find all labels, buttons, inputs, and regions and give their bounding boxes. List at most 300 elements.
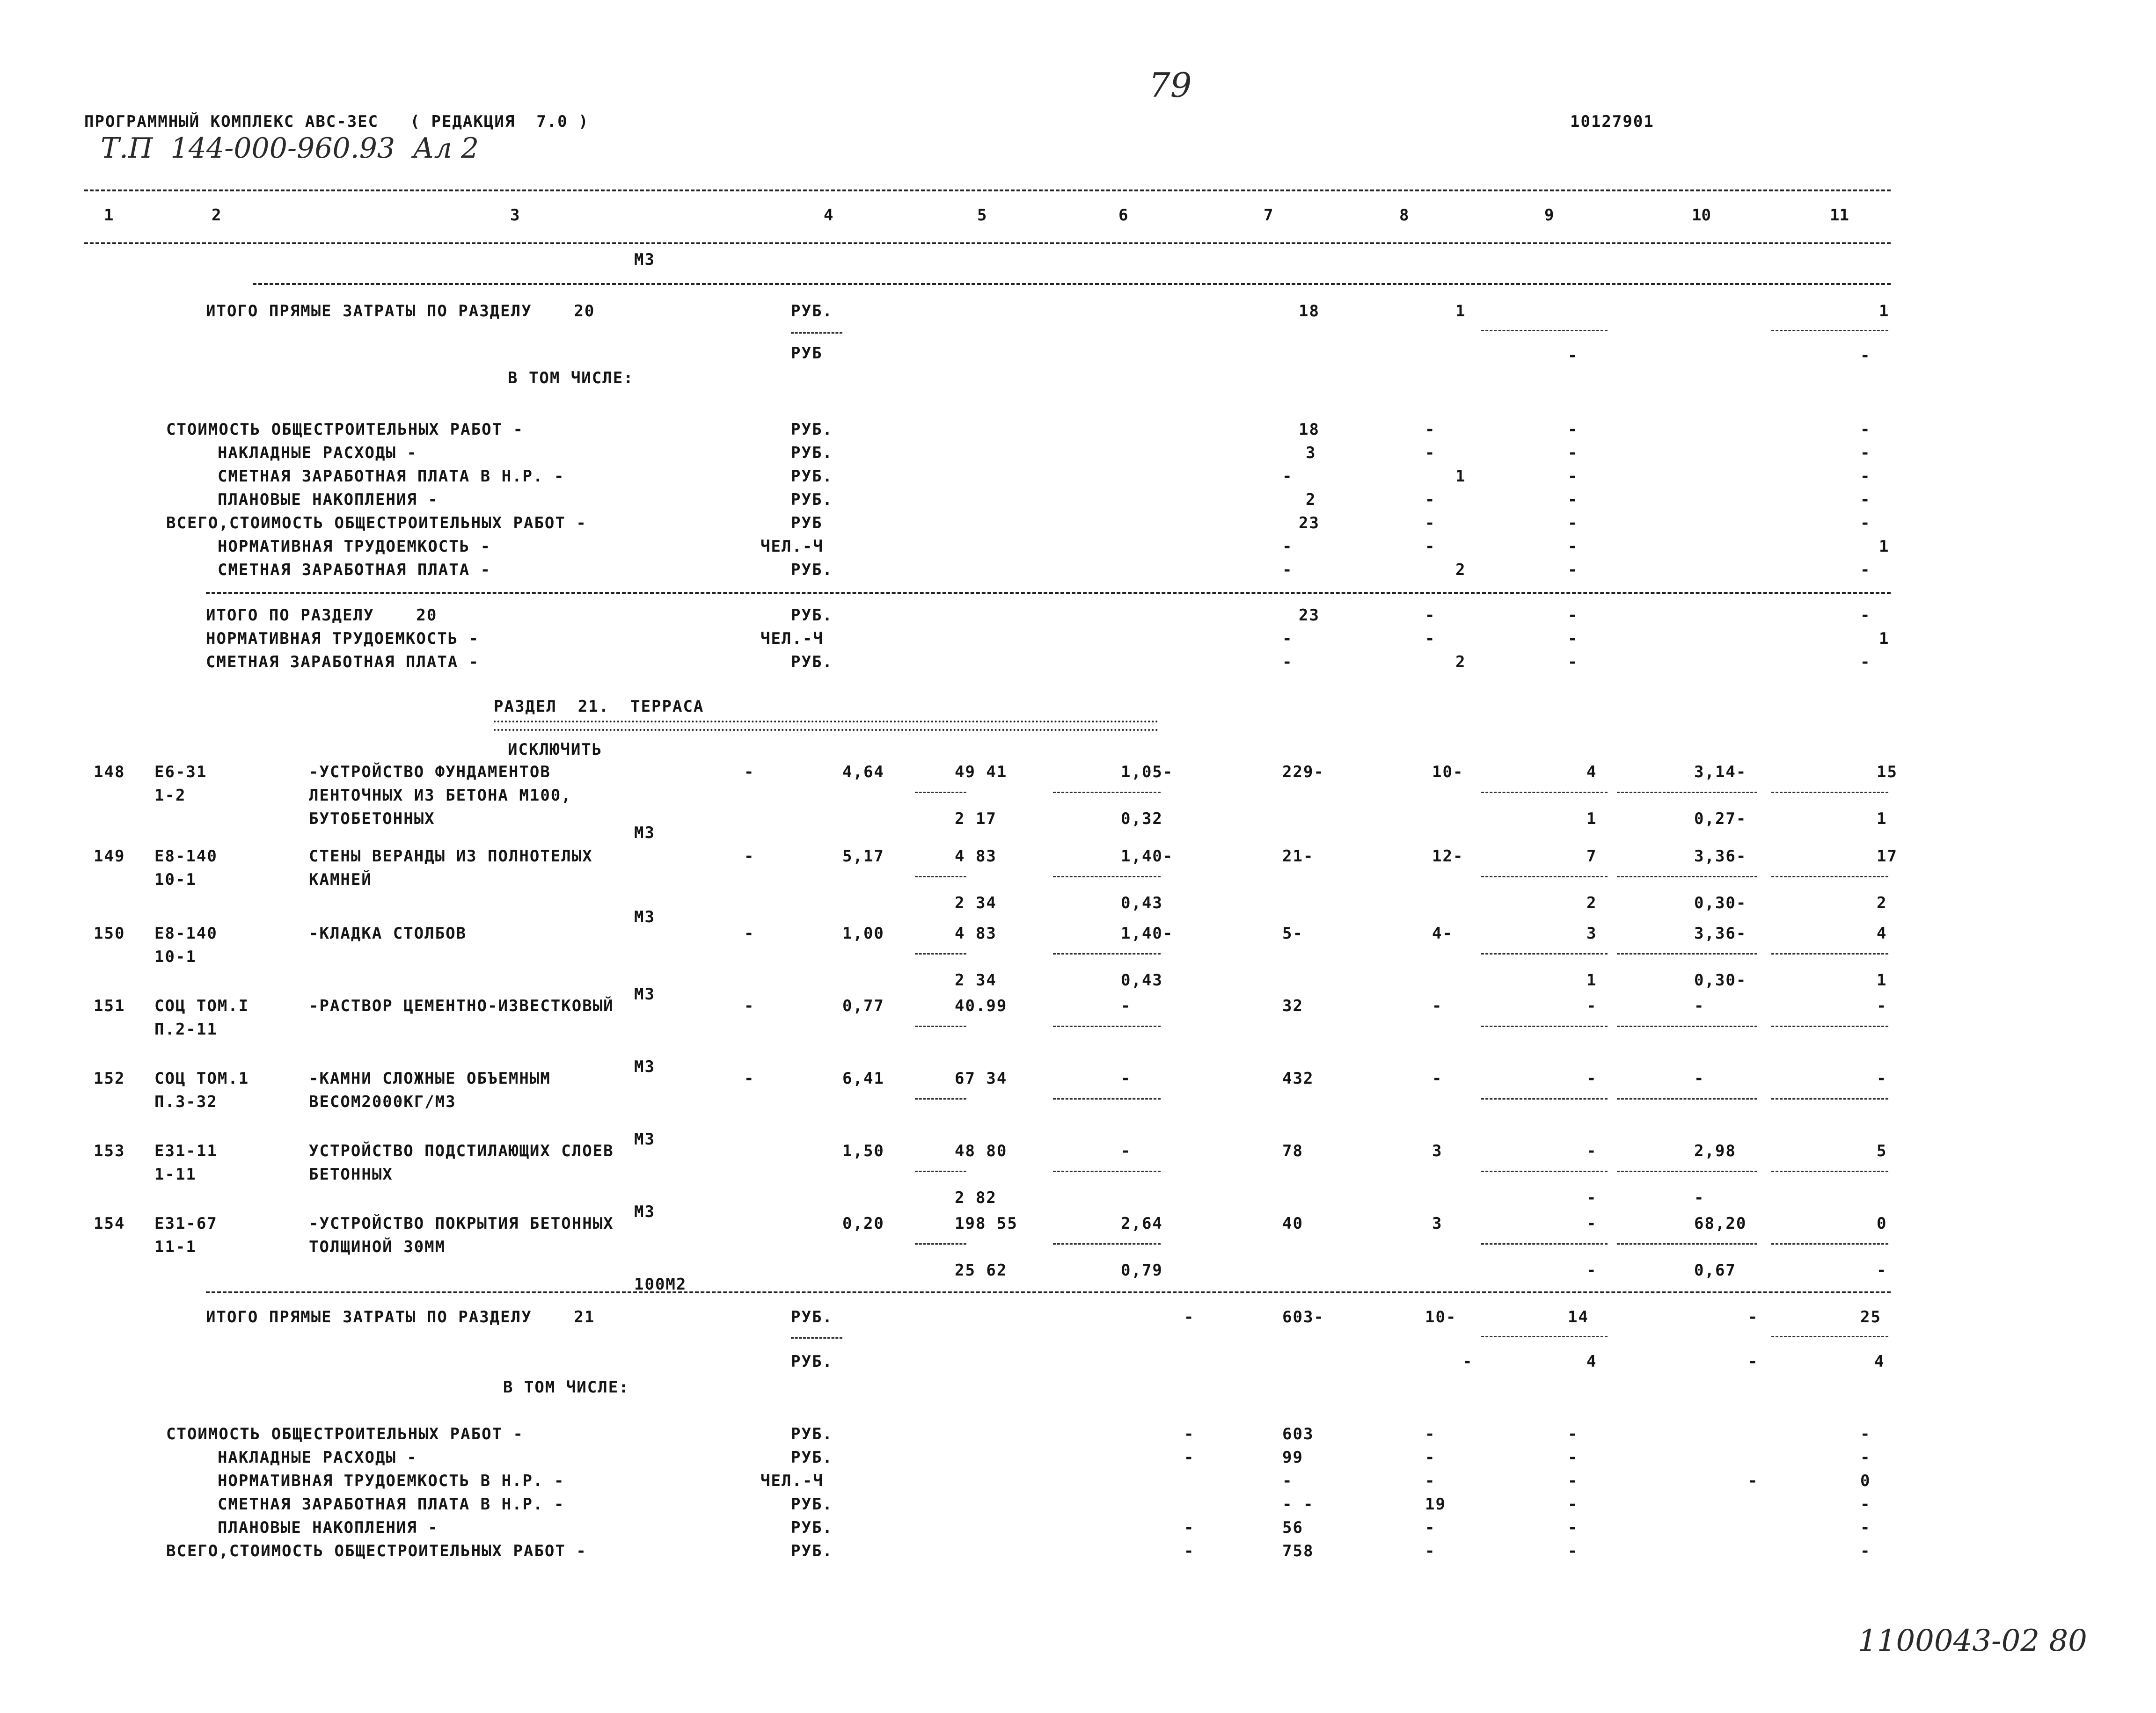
- row-unit: РУБ.: [791, 490, 833, 509]
- row-c8: -: [1425, 420, 1436, 439]
- item-price: 198 55: [955, 1214, 1018, 1233]
- row-label: СМЕТНАЯ ЗАРАБОТНАЯ ПЛАТА В Н.Р. -: [197, 1495, 565, 1514]
- item-price: 48 80: [955, 1142, 1008, 1160]
- row-c9: -: [1568, 1448, 1579, 1467]
- item-c9: 7: [1586, 847, 1597, 866]
- sec21-direct-rule: [206, 1291, 1891, 1293]
- row-unit: РУБ.: [791, 420, 833, 439]
- row-c9: -: [1568, 561, 1579, 579]
- row-unit: РУБ.: [791, 1425, 833, 1443]
- row-c8: -: [1425, 1425, 1436, 1443]
- row-unit: РУБ.: [791, 1518, 833, 1537]
- row-label: НОРМАТИВНАЯ ТРУДОЕМКОСТЬ В Н.Р. -: [197, 1472, 565, 1490]
- item-c6-sep: [1053, 1098, 1161, 1100]
- row-c11: 1: [1879, 537, 1890, 556]
- total-c11: -: [1860, 606, 1871, 625]
- row-unit: РУБ.: [791, 561, 833, 579]
- total-c11: -: [1860, 653, 1871, 671]
- item-desc-line2: КАМНЕЙ: [309, 870, 372, 889]
- item-c9-wage: 2: [1586, 894, 1597, 912]
- item-c9: -: [1586, 1069, 1597, 1088]
- item-number: 152: [94, 1069, 125, 1088]
- item-c11: 17: [1877, 847, 1898, 866]
- item-c10-sep: [1617, 953, 1757, 955]
- item-c10-wage: 0,67: [1694, 1261, 1736, 1280]
- col-num-2: 2: [212, 206, 221, 225]
- item-c11: 15: [1877, 763, 1898, 781]
- item-price-sep: [915, 953, 966, 955]
- sec21-direct-c10b: -: [1748, 1352, 1759, 1371]
- item-c11: 5: [1877, 1142, 1887, 1160]
- item-total: 78: [1282, 1142, 1303, 1160]
- item-c10-wage: 0,30-: [1694, 971, 1747, 990]
- item-marker: -: [744, 763, 755, 781]
- item-price-wage: 2 34: [955, 971, 997, 990]
- total-c11: 1: [1879, 629, 1890, 648]
- item-code: Е8-140: [154, 847, 218, 866]
- item-c10: 3,36-: [1694, 847, 1747, 866]
- item-price: 4 83: [955, 924, 997, 943]
- item-marker: -: [744, 997, 755, 1015]
- sec21-direct-c11b: 4: [1874, 1352, 1885, 1371]
- col-num-5: 5: [977, 206, 987, 225]
- item-desc-line1: СТЕНЫ ВЕРАНДЫ ИЗ ПОЛНОТЕЛЫХ: [309, 847, 593, 866]
- col-num-3: 3: [510, 206, 520, 225]
- row-c11: -: [1860, 514, 1871, 532]
- item-marker: -: [744, 847, 755, 866]
- item-code-line2: 10-1: [154, 948, 197, 966]
- item-desc-line2: БЕТОННЫХ: [309, 1165, 393, 1184]
- row-c11: -: [1860, 561, 1871, 579]
- sec20-incl-label: В ТОМ ЧИСЛЕ:: [508, 369, 634, 387]
- row-c8: 19: [1425, 1495, 1446, 1514]
- row-label: ВСЕГО,СТОИМОСТЬ ОБЩЕСТРОИТЕЛЬНЫХ РАБОТ -: [166, 514, 587, 532]
- item-number: 151: [94, 997, 125, 1015]
- table-top-rule: [84, 190, 1891, 191]
- row-c7: 3: [1306, 444, 1316, 462]
- item-total: 32: [1282, 997, 1303, 1015]
- item-c9-sep: [1481, 876, 1608, 877]
- item-total: 21-: [1282, 847, 1314, 866]
- item-unit: М3: [634, 824, 655, 842]
- row-c6: -: [1184, 1542, 1195, 1560]
- item-price-wage: 2 82: [955, 1188, 997, 1207]
- sec21-incl-label: В ТОМ ЧИСЛЕ:: [503, 1378, 629, 1397]
- row-label: НАКЛАДНЫЕ РАСХОДЫ -: [197, 444, 417, 462]
- document-code: 10127901: [1570, 112, 1654, 131]
- item-c11-sep: [1771, 1171, 1888, 1172]
- sec20-direct-unit: РУБ.: [791, 302, 833, 321]
- row-c9: -: [1568, 1542, 1579, 1560]
- row-c7: 99: [1282, 1448, 1303, 1467]
- sec20-direct-c9b: -: [1568, 346, 1579, 365]
- item-c9-wage: 1: [1586, 809, 1597, 828]
- item-code-line2: 1-2: [154, 786, 186, 805]
- item-machines-wage: 0,43: [1121, 971, 1163, 990]
- item-c8: 12-: [1432, 847, 1464, 866]
- row-label: ПЛАНОВЫЕ НАКОПЛЕНИЯ -: [197, 490, 439, 509]
- row-c7: -: [1282, 467, 1293, 486]
- item-total: 432: [1282, 1069, 1314, 1088]
- col-num-6: 6: [1118, 206, 1128, 225]
- row-c10: -: [1748, 1472, 1759, 1490]
- item-quantity: 1,00: [842, 924, 884, 943]
- item-c10-sep: [1617, 1171, 1757, 1172]
- item-code: Е8-140: [154, 924, 218, 943]
- row-label: ВСЕГО,СТОИМОСТЬ ОБЩЕСТРОИТЕЛЬНЫХ РАБОТ -: [166, 1542, 587, 1560]
- sec21-direct-c6: -: [1184, 1308, 1195, 1327]
- item-number: 154: [94, 1214, 125, 1233]
- item-machines: 2,64: [1121, 1214, 1163, 1233]
- item-unit: 100М2: [634, 1275, 687, 1294]
- row-c9: -: [1568, 490, 1579, 509]
- item-c11-sep: [1771, 792, 1888, 793]
- item-code-line2: 11-1: [154, 1238, 197, 1256]
- row-c8: -: [1425, 1542, 1436, 1560]
- item-machines: 1,40-: [1121, 924, 1174, 943]
- item-c11-sep: [1771, 876, 1888, 877]
- total-c9: -: [1568, 629, 1579, 648]
- item-c8: 3: [1432, 1142, 1443, 1160]
- item-c9-wage: -: [1586, 1261, 1597, 1280]
- item-c6-sep: [1053, 1243, 1161, 1245]
- item-c11-wage: 2: [1877, 894, 1887, 912]
- item-c9: -: [1586, 1142, 1597, 1160]
- item-c9-sep: [1481, 1026, 1608, 1027]
- row-unit: ЧЕЛ.-Ч: [760, 537, 824, 556]
- item-machines: -: [1121, 997, 1132, 1015]
- row-unit: РУБ.: [791, 467, 833, 486]
- page-number: 79: [1149, 66, 1192, 105]
- row-c11: -: [1860, 1495, 1871, 1514]
- row-c8: -: [1425, 514, 1436, 532]
- item-c11-sep: [1771, 1026, 1888, 1027]
- row-c8: 2: [1455, 561, 1466, 579]
- row-unit: РУБ.: [791, 1495, 833, 1514]
- item-total: 5-: [1282, 924, 1303, 943]
- row-c11: -: [1860, 490, 1871, 509]
- item-c10-wage: -: [1694, 1188, 1705, 1207]
- col-num-9: 9: [1544, 206, 1554, 225]
- item-c10-sep: [1617, 876, 1757, 877]
- item-quantity: 5,17: [842, 847, 884, 866]
- item-price-sep: [915, 876, 966, 877]
- sec21-direct-c8: 10-: [1425, 1308, 1457, 1327]
- item-desc-line2: ЛЕНТОЧНЫХ ИЗ БЕТОНА М100,: [309, 786, 572, 805]
- item-c10: -: [1694, 997, 1705, 1015]
- item-c9-wage: -: [1586, 1188, 1597, 1207]
- sec21-direct-label: ИТОГО ПРЯМЫЕ ЗАТРАТЫ ПО РАЗДЕЛУ 21: [206, 1308, 595, 1327]
- total-c7: -: [1282, 629, 1293, 648]
- item-c8: 10-: [1432, 763, 1464, 781]
- row-unit: РУБ.: [791, 1542, 833, 1560]
- sec20-direct-c8: 1: [1455, 302, 1466, 321]
- item-c10: 68,20: [1694, 1214, 1747, 1233]
- header-bottom-rule: [84, 242, 1891, 244]
- item-number: 150: [94, 924, 125, 943]
- item-price: 4 83: [955, 847, 997, 866]
- total-unit: ЧЕЛ.-Ч: [760, 629, 824, 648]
- item-quantity: 0,20: [842, 1214, 884, 1233]
- item-desc-line1: -УСТРОЙСТВО ПОКРЫТИЯ БЕТОННЫХ: [309, 1214, 614, 1233]
- row-unit: ЧЕЛ.-Ч: [760, 1472, 824, 1490]
- sec21-title: РАЗДЕЛ 21. ТЕРРАСА: [494, 697, 704, 716]
- sec21-direct-c11-sep: [1771, 1336, 1888, 1337]
- item-price: 40.99: [955, 997, 1008, 1015]
- total-c7: 23: [1299, 606, 1320, 625]
- carryover-rule: [253, 283, 1891, 285]
- item-c10-sep: [1617, 1098, 1757, 1100]
- total-unit: РУБ.: [791, 606, 833, 625]
- item-price-wage: 25 62: [955, 1261, 1008, 1280]
- sec21-direct-c9: 14: [1568, 1308, 1589, 1327]
- item-c6-sep: [1053, 792, 1161, 793]
- sec21-direct-unit-sep: [791, 1337, 842, 1339]
- row-c11: -: [1860, 467, 1871, 486]
- row-c11: -: [1860, 420, 1871, 439]
- total-c8: -: [1425, 606, 1436, 625]
- row-c9: -: [1568, 1425, 1579, 1443]
- sec20-total-rule: [206, 592, 1891, 594]
- item-c9-wage: 1: [1586, 971, 1597, 990]
- item-price: 49 41: [955, 763, 1008, 781]
- row-c8: -: [1425, 537, 1436, 556]
- sec21-direct-c11: 25: [1860, 1308, 1881, 1327]
- row-c9: -: [1568, 1472, 1579, 1490]
- row-c8: -: [1425, 1472, 1436, 1490]
- item-c10: 2,98: [1694, 1142, 1736, 1160]
- item-c10: 3,36-: [1694, 924, 1747, 943]
- sec21-direct-c7: 603-: [1282, 1308, 1324, 1327]
- item-c10-sep: [1617, 1026, 1757, 1027]
- item-c11-sep: [1771, 1243, 1888, 1245]
- item-c9-sep: [1481, 1171, 1608, 1172]
- row-c8: 1: [1455, 467, 1466, 486]
- item-machines: 1,05-: [1121, 763, 1174, 781]
- item-c11-wage: 1: [1877, 809, 1887, 828]
- item-machines: -: [1121, 1142, 1132, 1160]
- item-desc-line1: -КАМНИ СЛОЖНЫЕ ОБЪЕМНЫМ: [309, 1069, 551, 1088]
- item-code-line2: 1-11: [154, 1165, 197, 1184]
- row-c7: 2: [1306, 490, 1316, 509]
- sec21-exclude: ИСКЛЮЧИТЬ: [508, 740, 603, 759]
- item-c8: -: [1432, 997, 1443, 1015]
- item-machines: -: [1121, 1069, 1132, 1088]
- item-unit: М3: [634, 908, 655, 926]
- sec20-direct-c11: 1: [1879, 302, 1890, 321]
- item-c9: 3: [1586, 924, 1597, 943]
- row-label: СТОИМОСТЬ ОБЩЕСТРОИТЕЛЬНЫХ РАБОТ -: [166, 420, 524, 439]
- row-label: ПЛАНОВЫЕ НАКОПЛЕНИЯ -: [197, 1518, 439, 1537]
- item-c10-wage: 0,30-: [1694, 894, 1747, 912]
- item-quantity: 0,77: [842, 997, 884, 1015]
- sec20-direct-c7: 18: [1299, 302, 1320, 321]
- col-num-10: 10: [1692, 206, 1711, 225]
- total-c7: -: [1282, 653, 1293, 671]
- total-label: НОРМАТИВНАЯ ТРУДОЕМКОСТЬ -: [206, 629, 480, 648]
- item-code: Е31-67: [154, 1214, 218, 1233]
- item-desc-line1: -РАСТВОР ЦЕМЕНТНО-ИЗВЕСТКОВЫЙ: [309, 997, 614, 1015]
- total-c8: 2: [1455, 653, 1466, 671]
- sec21-direct-unit2: РУБ.: [791, 1352, 833, 1371]
- row-label: НАКЛАДНЫЕ РАСХОДЫ -: [197, 1448, 417, 1467]
- row-unit: РУБ.: [791, 444, 833, 462]
- archive-stamp: 1100043-02 80: [1858, 1624, 2087, 1658]
- sec20-direct-unit2: РУБ: [791, 344, 823, 363]
- row-c7: 56: [1282, 1518, 1303, 1537]
- total-c9: -: [1568, 606, 1579, 625]
- sec20-c11-sep: [1771, 330, 1888, 331]
- sec20-direct-c11b: -: [1860, 346, 1871, 365]
- item-c11-wage: -: [1877, 1261, 1887, 1280]
- program-header: ПРОГРАММНЫЙ КОМПЛЕКС АВС-3ЕС ( РЕДАКЦИЯ 7.0 ): [84, 112, 589, 131]
- item-c6-sep: [1053, 953, 1161, 955]
- total-c8: -: [1425, 629, 1436, 648]
- item-number: 153: [94, 1142, 125, 1160]
- item-c9-sep: [1481, 1243, 1608, 1245]
- item-unit: М3: [634, 1057, 655, 1076]
- item-c6-sep: [1053, 1171, 1161, 1172]
- item-price-sep: [915, 1026, 966, 1027]
- row-c9: -: [1568, 1495, 1579, 1514]
- item-marker: -: [744, 924, 755, 943]
- row-c11: -: [1860, 1542, 1871, 1560]
- col-num-11: 11: [1830, 206, 1849, 225]
- item-c8: -: [1432, 1069, 1443, 1088]
- row-c6: -: [1184, 1448, 1195, 1467]
- item-c10-sep: [1617, 792, 1757, 793]
- total-unit: РУБ.: [791, 653, 833, 671]
- row-c8: -: [1425, 1518, 1436, 1537]
- item-c11-wage: 1: [1877, 971, 1887, 990]
- row-c9: -: [1568, 1518, 1579, 1537]
- row-label: НОРМАТИВНАЯ ТРУДОЕМКОСТЬ -: [197, 537, 491, 556]
- item-unit: М3: [634, 1130, 655, 1149]
- item-desc-line2: ТОЛЩИНОЙ 30ММ: [309, 1238, 446, 1256]
- item-c11: -: [1877, 1069, 1887, 1088]
- row-label: СМЕТНАЯ ЗАРАБОТНАЯ ПЛАТА -: [197, 561, 491, 579]
- row-c8: -: [1425, 490, 1436, 509]
- col-num-7: 7: [1264, 206, 1273, 225]
- item-c9: -: [1586, 997, 1597, 1015]
- row-c8: -: [1425, 1448, 1436, 1467]
- project-reference: Т.П 144-000-960.93 Ал 2: [101, 132, 479, 165]
- item-desc-line1: -КЛАДКА СТОЛБОВ: [309, 924, 467, 943]
- item-c10: -: [1694, 1069, 1705, 1088]
- row-c11: -: [1860, 444, 1871, 462]
- item-price-wage: 2 17: [955, 809, 997, 828]
- row-c7: 18: [1299, 420, 1320, 439]
- item-c9-sep: [1481, 1098, 1608, 1100]
- item-total: 229-: [1282, 763, 1324, 781]
- row-c7: 23: [1299, 514, 1320, 532]
- item-price: 67 34: [955, 1069, 1008, 1088]
- item-code: Е31-11: [154, 1142, 218, 1160]
- item-number: 148: [94, 763, 125, 781]
- row-c9: -: [1568, 514, 1579, 532]
- item-code: СОЦ ТОМ.1: [154, 1069, 249, 1088]
- carryover-unit: М3: [634, 250, 655, 269]
- col-num-8: 8: [1399, 206, 1409, 225]
- row-c11: -: [1860, 1518, 1871, 1537]
- item-c9-sep: [1481, 953, 1608, 955]
- total-label: ИТОГО ПО РАЗДЕЛУ 20: [206, 606, 438, 625]
- item-c11-sep: [1771, 1098, 1888, 1100]
- total-c9: -: [1568, 653, 1579, 671]
- item-c10-sep: [1617, 1243, 1757, 1245]
- item-c9: 4: [1586, 763, 1597, 781]
- row-c11: 0: [1860, 1472, 1871, 1490]
- row-unit: РУБ.: [791, 1448, 833, 1467]
- item-code: Е6-31: [154, 763, 207, 781]
- item-c11: 0: [1877, 1214, 1887, 1233]
- item-desc-line2: ВЕСОМ2000КГ/М3: [309, 1093, 456, 1111]
- item-code: СОЦ ТОМ.I: [154, 997, 249, 1015]
- col-num-4: 4: [824, 206, 833, 225]
- sec20-unit-sep: [791, 332, 842, 334]
- row-label: СТОИМОСТЬ ОБЩЕСТРОИТЕЛЬНЫХ РАБОТ -: [166, 1425, 524, 1443]
- row-c7: -: [1282, 1472, 1293, 1490]
- item-c9: -: [1586, 1214, 1597, 1233]
- item-quantity: 6,41: [842, 1069, 884, 1088]
- item-quantity: 1,50: [842, 1142, 884, 1160]
- sec21-direct-c8b: -: [1462, 1352, 1473, 1371]
- item-machines-wage: 0,79: [1121, 1261, 1163, 1280]
- row-c6: -: [1184, 1425, 1195, 1443]
- item-price-sep: [915, 1171, 966, 1172]
- item-desc-line1: -УСТРОЙСТВО ФУНДАМЕНТОВ: [309, 763, 551, 781]
- item-c6-sep: [1053, 876, 1161, 877]
- item-desc-line1: УСТРОЙСТВО ПОДСТИЛАЮЩИХ СЛОЕВ: [309, 1142, 614, 1160]
- item-total: 40: [1282, 1214, 1303, 1233]
- row-c9: -: [1568, 420, 1579, 439]
- row-c11: -: [1860, 1425, 1871, 1443]
- item-price-sep: [915, 1098, 966, 1100]
- sec21-direct-c9-sep: [1481, 1336, 1608, 1337]
- item-c11: 4: [1877, 924, 1887, 943]
- item-c9-sep: [1481, 792, 1608, 793]
- row-c9: -: [1568, 444, 1579, 462]
- item-code-line2: П.2-11: [154, 1020, 218, 1039]
- item-machines-wage: 0,32: [1121, 809, 1163, 828]
- sec21-direct-unit: РУБ.: [791, 1308, 833, 1327]
- item-c8: 4-: [1432, 924, 1453, 943]
- item-c6-sep: [1053, 1026, 1161, 1027]
- item-c11: -: [1877, 997, 1887, 1015]
- item-price-wage: 2 34: [955, 894, 997, 912]
- col-num-1: 1: [104, 206, 114, 225]
- row-c7: 758: [1282, 1542, 1314, 1560]
- row-unit: РУБ: [791, 514, 823, 532]
- item-desc-line3: БУТОБЕТОННЫХ: [309, 809, 435, 828]
- item-unit: М3: [634, 1203, 655, 1221]
- total-label: СМЕТНАЯ ЗАРАБОТНАЯ ПЛАТА -: [206, 653, 480, 671]
- row-label: СМЕТНАЯ ЗАРАБОТНАЯ ПЛАТА В Н.Р. -: [197, 467, 565, 486]
- item-c10-wage: 0,27-: [1694, 809, 1747, 828]
- sec20-direct-label: ИТОГО ПРЯМЫЕ ЗАТРАТЫ ПО РАЗДЕЛУ 20: [206, 302, 595, 321]
- sec21-direct-c10: -: [1748, 1308, 1759, 1327]
- sec20-c9-sep: [1481, 330, 1608, 331]
- row-c7: -: [1282, 561, 1293, 579]
- item-machines: 1,40-: [1121, 847, 1174, 866]
- item-price-sep: [915, 792, 966, 793]
- row-c7: - -: [1282, 1495, 1314, 1514]
- row-c9: -: [1568, 467, 1579, 486]
- item-unit: М3: [634, 985, 655, 1004]
- item-machines-wage: 0,43: [1121, 894, 1163, 912]
- item-number: 149: [94, 847, 125, 866]
- row-c7: -: [1282, 537, 1293, 556]
